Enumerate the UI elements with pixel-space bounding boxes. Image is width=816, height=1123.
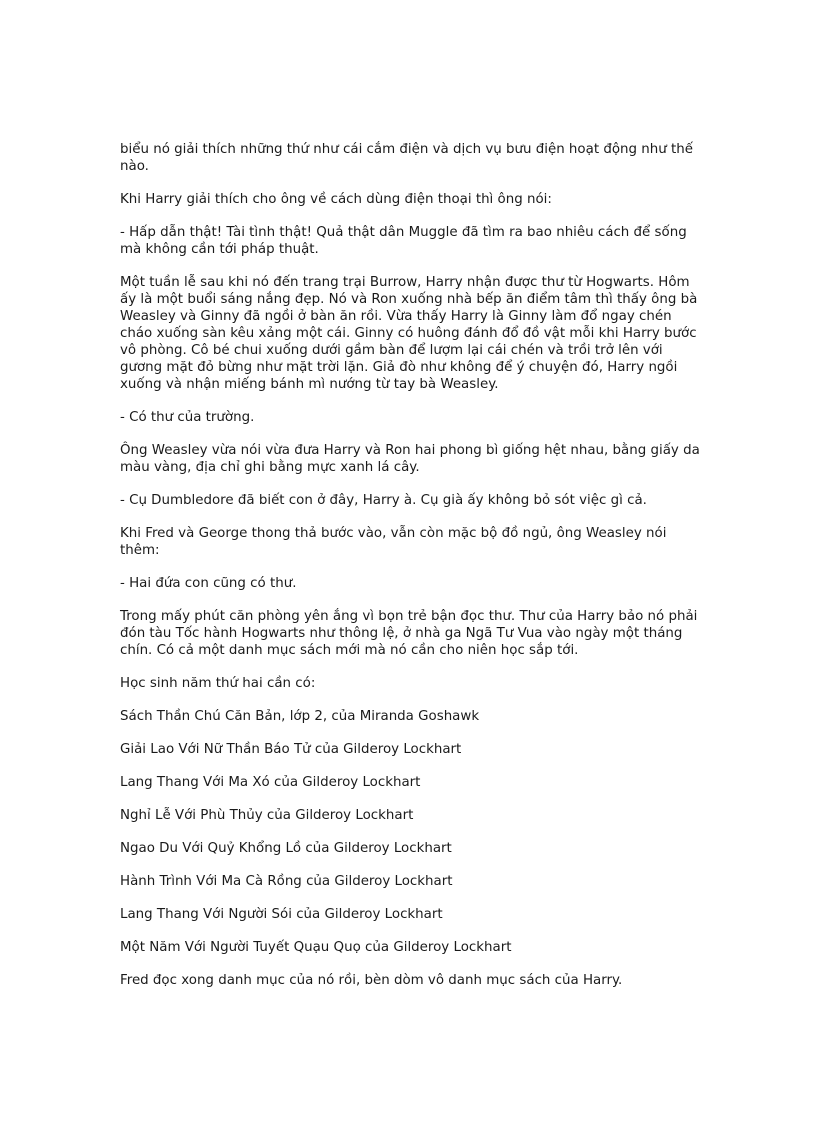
book-list-item: Ngao Du Với Quỷ Khổng Lồ của Gilderoy Lockhart	[120, 841, 452, 856]
paragraph: Khi Harry giải thích cho ông về cách dùng điện thoại thì ông nói:	[120, 192, 552, 207]
book-list-item: Lang Thang Với Người Sói của Gilderoy Lockhart	[120, 907, 443, 922]
book-list-item: Giải Lao Với Nữ Thần Báo Tử của Gilderoy Lockhart	[120, 742, 462, 757]
paragraph: Khi Fred và George thong thả bước vào, vẫn còn mặc bộ đồ ngủ, ông Weasley nói thêm:	[120, 526, 667, 558]
paragraph: biểu nó giải thích những thứ như cái cắm điện và dịch vụ bưu điện hoạt động như thế nào.	[120, 142, 693, 174]
paragraph: Fred đọc xong danh mục của nó rồi, bèn dòm vô danh mục sách của Harry.	[120, 973, 623, 988]
paragraph: Trong mấy phút căn phòng yên ắng vì bọn trẻ bận đọc thư. Thư của Harry bảo nó phải đón tàu Tốc hành Hogwarts như thông lệ, ở nhà ga Ngã Tư Vua vào ngày một tháng chín. Có cả một danh mục sách mới mà nó cần cho niên học sắp tới.	[120, 609, 698, 658]
paragraph: Học sinh năm thứ hai cần có:	[120, 676, 316, 691]
paragraph: - Có thư của trường.	[120, 410, 255, 425]
book-list-item: Lang Thang Với Ma Xó của Gilderoy Lockhart	[120, 775, 421, 790]
paragraph: - Hấp dẫn thật! Tài tình thật! Quả thật dân Muggle đã tìm ra bao nhiêu cách để sống mà không cần tới pháp thuật.	[120, 225, 687, 257]
book-list-item: Hành Trình Với Ma Cà Rồng của Gilderoy Lockhart	[120, 874, 453, 889]
paragraph: Ông Weasley vừa nói vừa đưa Harry và Ron hai phong bì giống hệt nhau, bằng giấy da màu vàng, địa chỉ ghi bằng mực xanh lá cây.	[120, 443, 700, 475]
document-body	[120, 141, 700, 1005]
book-list-item: Nghỉ Lễ Với Phù Thủy của Gilderoy Lockhart	[120, 808, 414, 823]
book-list-item: Sách Thần Chú Căn Bản, lớp 2, của Miranda Goshawk	[120, 709, 480, 724]
paragraph: - Hai đứa con cũng có thư.	[120, 576, 297, 591]
paragraph: - Cụ Dumbledore đã biết con ở đây, Harry à. Cụ già ấy không bỏ sót việc gì cả.	[120, 493, 647, 508]
book-list-item: Một Năm Với Người Tuyết Quạu Quọ của Gilderoy Lockhart	[120, 940, 512, 955]
paragraph: Một tuần lễ sau khi nó đến trang trại Burrow, Harry nhận được thư từ Hogwarts. Hôm ấy là một buổi sáng nắng đẹp. Nó và Ron xuống nhà bếp ăn điểm tâm thì thấy ông bà Weasley và Ginny đã ngồi ở bàn ăn rồi. Vừa thấy Harry là Ginny làm đổ ngay chén cháo xuống sàn kêu xảng một cái. Ginny có huông đánh đổ đồ vật mỗi khi Harry bước vô phòng. Cô bé chui xuống dưới gầm bàn để lượm lại cái chén và trồi trở lên với gương mặt đỏ bừng như mặt trời lặn. Giả đò như không để ý chuyện đó, Harry ngồi xuống và nhận miếng bánh mì nướng từ tay bà Weasley.	[120, 275, 698, 392]
